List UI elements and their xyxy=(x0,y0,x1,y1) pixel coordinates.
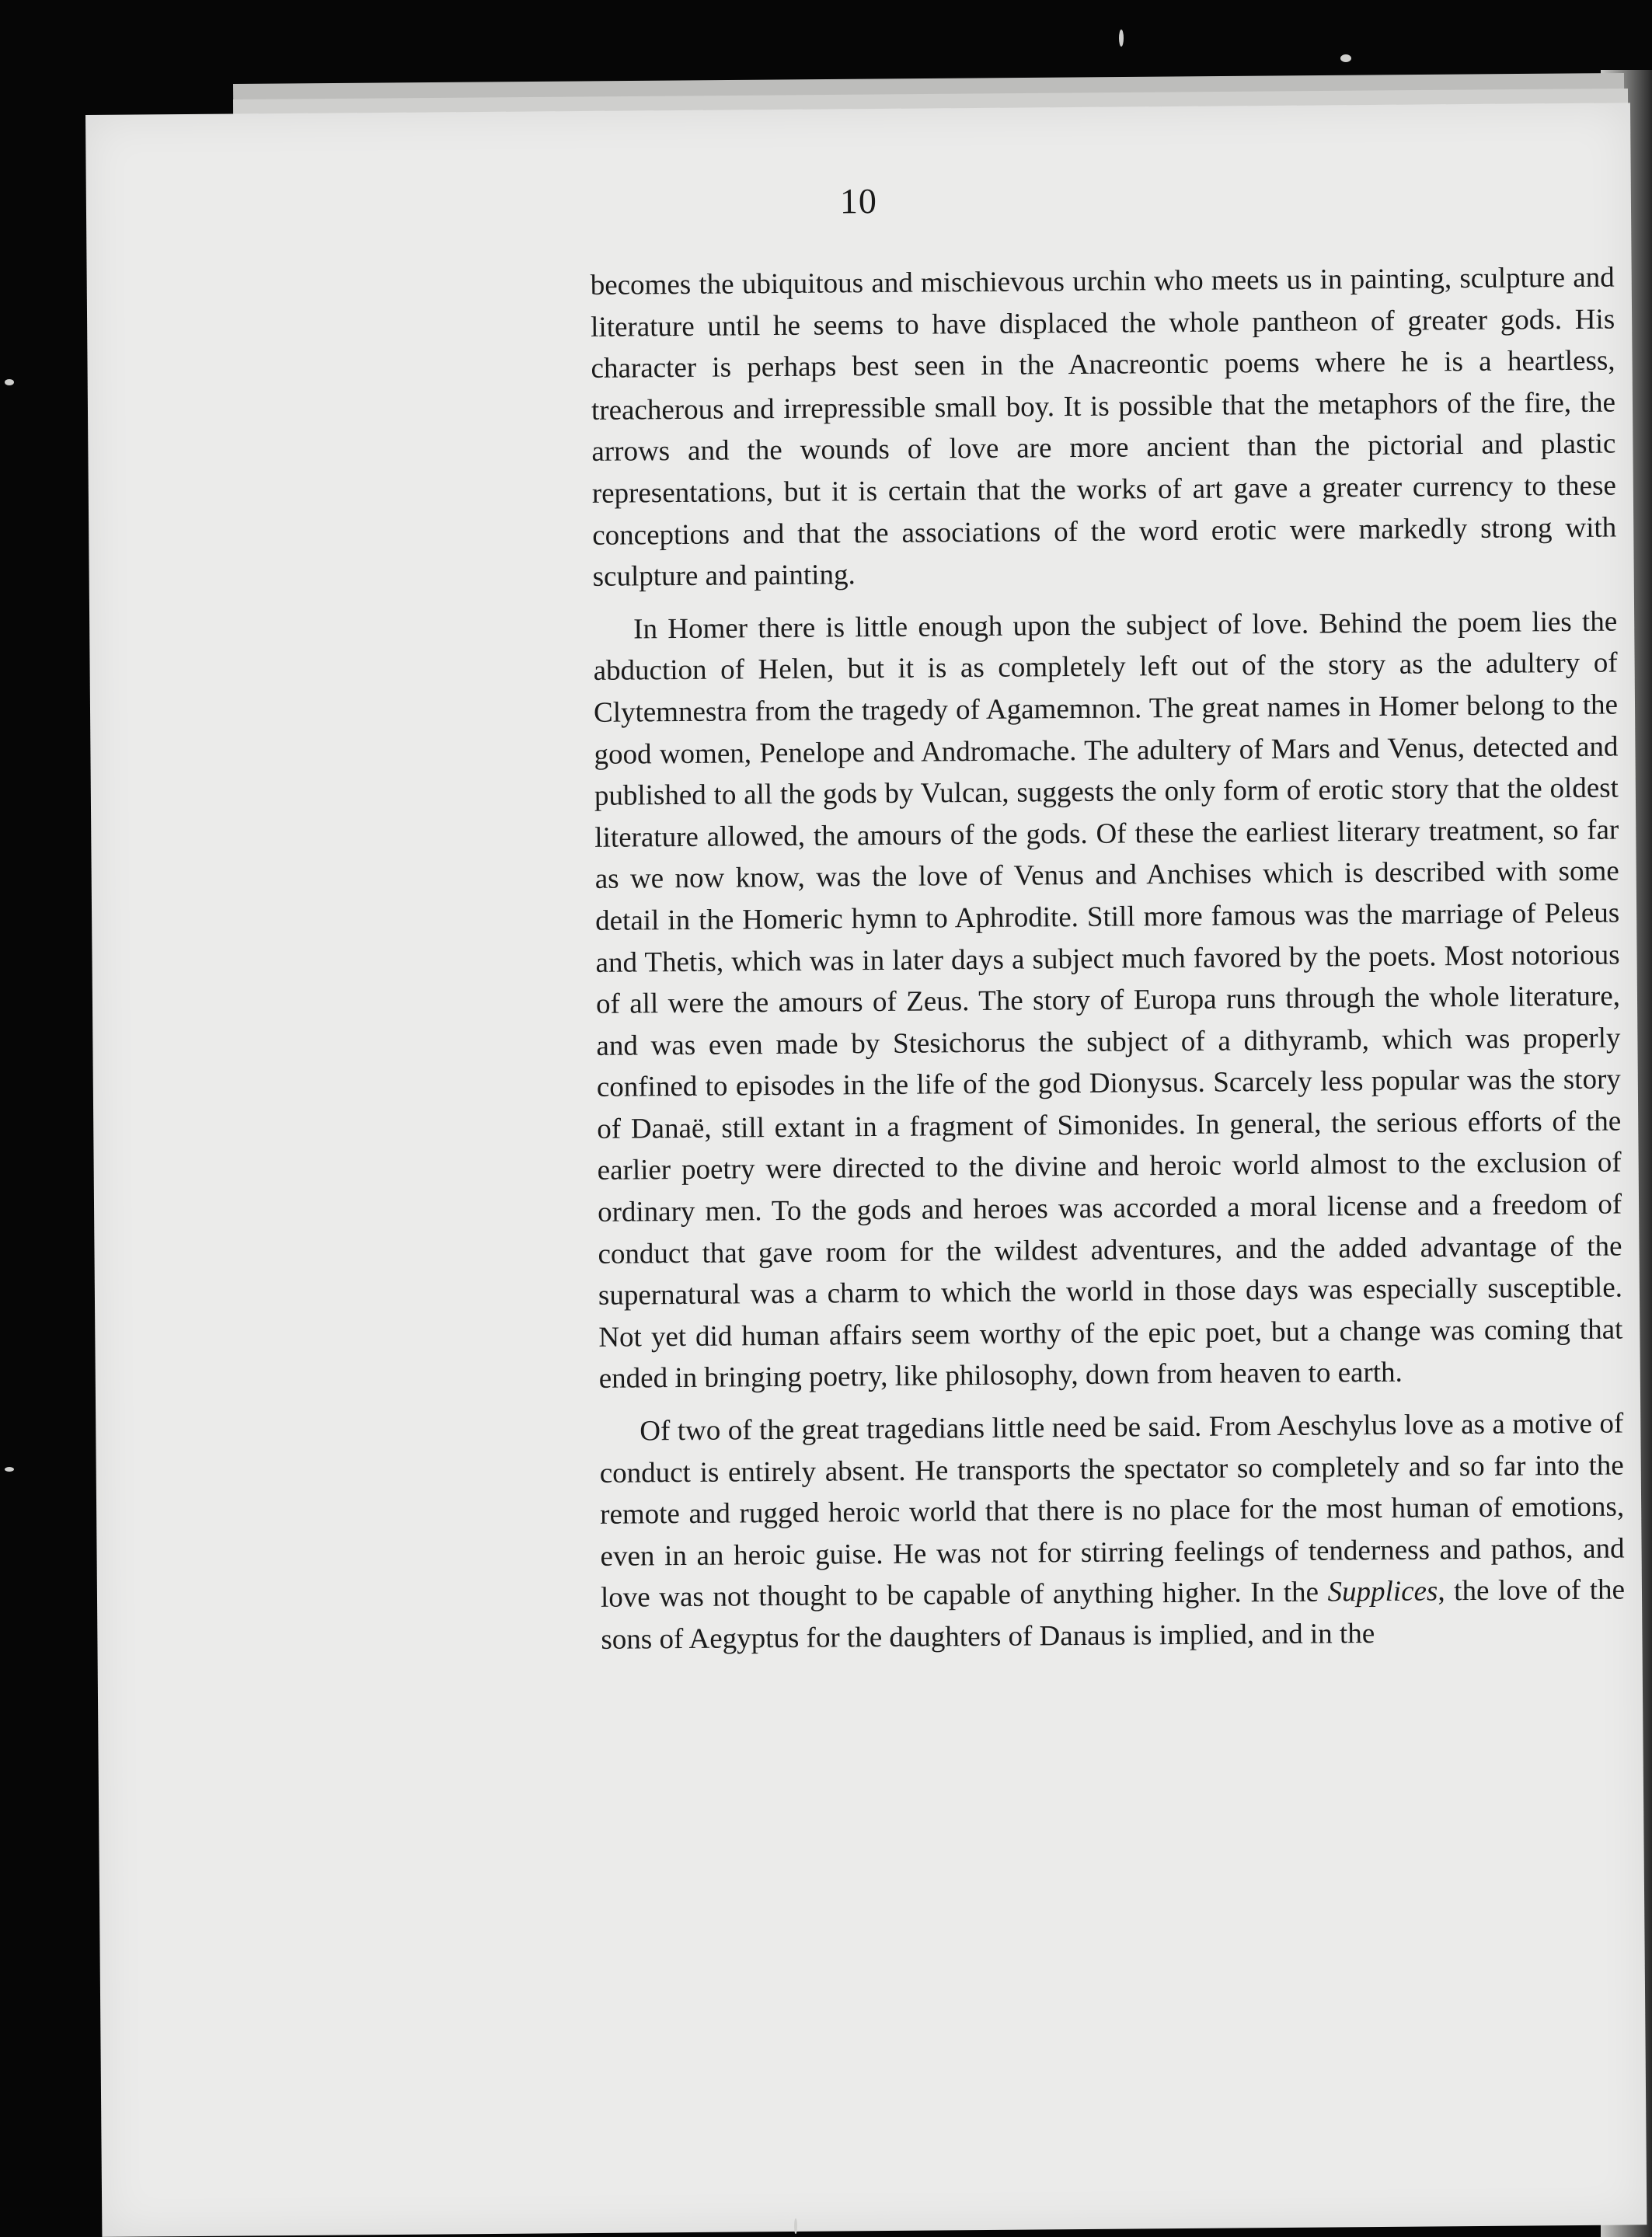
body-text xyxy=(591,257,1626,1661)
scan-speck xyxy=(794,2218,797,2234)
paragraph-3 xyxy=(599,1403,1625,1661)
scan-speck xyxy=(1119,30,1124,47)
scan-speck xyxy=(5,1467,14,1472)
paragraph-1: becomes the ubiquitous and mischievous urchin who meets us in painting, sculpture and literature until he seems to have displaced the whole pantheon of greater gods. His character is perhaps best seen in the Anacreontic poems where he is a heartless, treacherous and irrepressible small boy. It is possible that the metaphors of the fire, the arrows and the wounds of love are more ancient than the pictorial and plastic representations, but it is certain that the works of art gave a greater currency to these conceptions and that the associations of the word erotic were markedly strong with sculpture and painting. xyxy=(590,261,1617,594)
book-page xyxy=(85,103,1647,2237)
paragraph-3-text-start: Of two of the great tragedians little need be said. From Aeschylus love as a motive of conduct is entirely absent. He transports the spectator so completely and so far into the remote and rugged heroic world that there is no place for the most human of emotions, even in an heroic guise. He was not for stirring feelings of tenderness and pathos, and love was not thought to be capable of anything higher. In the xyxy=(599,1407,1625,1615)
paragraph-2: In Homer there is little enough upon the subject of love. Behind the poem lies the abduction of Helen, but it is as completely left out of the story as the adultery of Clytemnestra from the tragedy of Agamemnon. The great names in Homer belong to the good women, Penelope and Andromache. The adultery of Mars and Venus, detected and published to all the gods by Vulcan, suggests the only form of erotic story that the oldest literature allowed, the amours of the gods. Of these the earliest literary treatment, so far as we now know, was the love of Venus and Anchises which is described with some detail in the Homeric hymn to Aphrodite. Still more famous was the marriage of Peleus and Thetis, which was in later days a subject much favored by the poets. Most notorious of all were the amours of Zeus. The story of Europa runs through the whole literature, and was even made by Stesichorus the subject of a dithyramb, which was properly confined to episodes in the life of the god Dionysus. Scarcely less popular was the story of Danaë, still extant in a fragment of Simonides. In general, the serious efforts of the earlier poetry were directed to the divine and heroic world almost to the exclusion of ordinary men. To the gods and heroes was accorded a moral license and a freedom of conduct that gave room for the wildest adventures, and the added advantage of the supernatural was a charm to which the world in those days was especially susceptible. Not yet did human affairs seem worthy of the epic poet, but a change was coming that ended in bringing poetry, like philosophy, down from heaven to earth. xyxy=(593,605,1623,1396)
scan-speck xyxy=(5,379,14,385)
scan-speck xyxy=(1340,54,1351,62)
italic-title: Supplices xyxy=(1327,1575,1438,1608)
paragraph-3-text-end: , the love of the sons of Aegyptus for the daughters of Danaus is implied, and in the xyxy=(601,1573,1626,1656)
page-number: 10 xyxy=(839,181,878,221)
